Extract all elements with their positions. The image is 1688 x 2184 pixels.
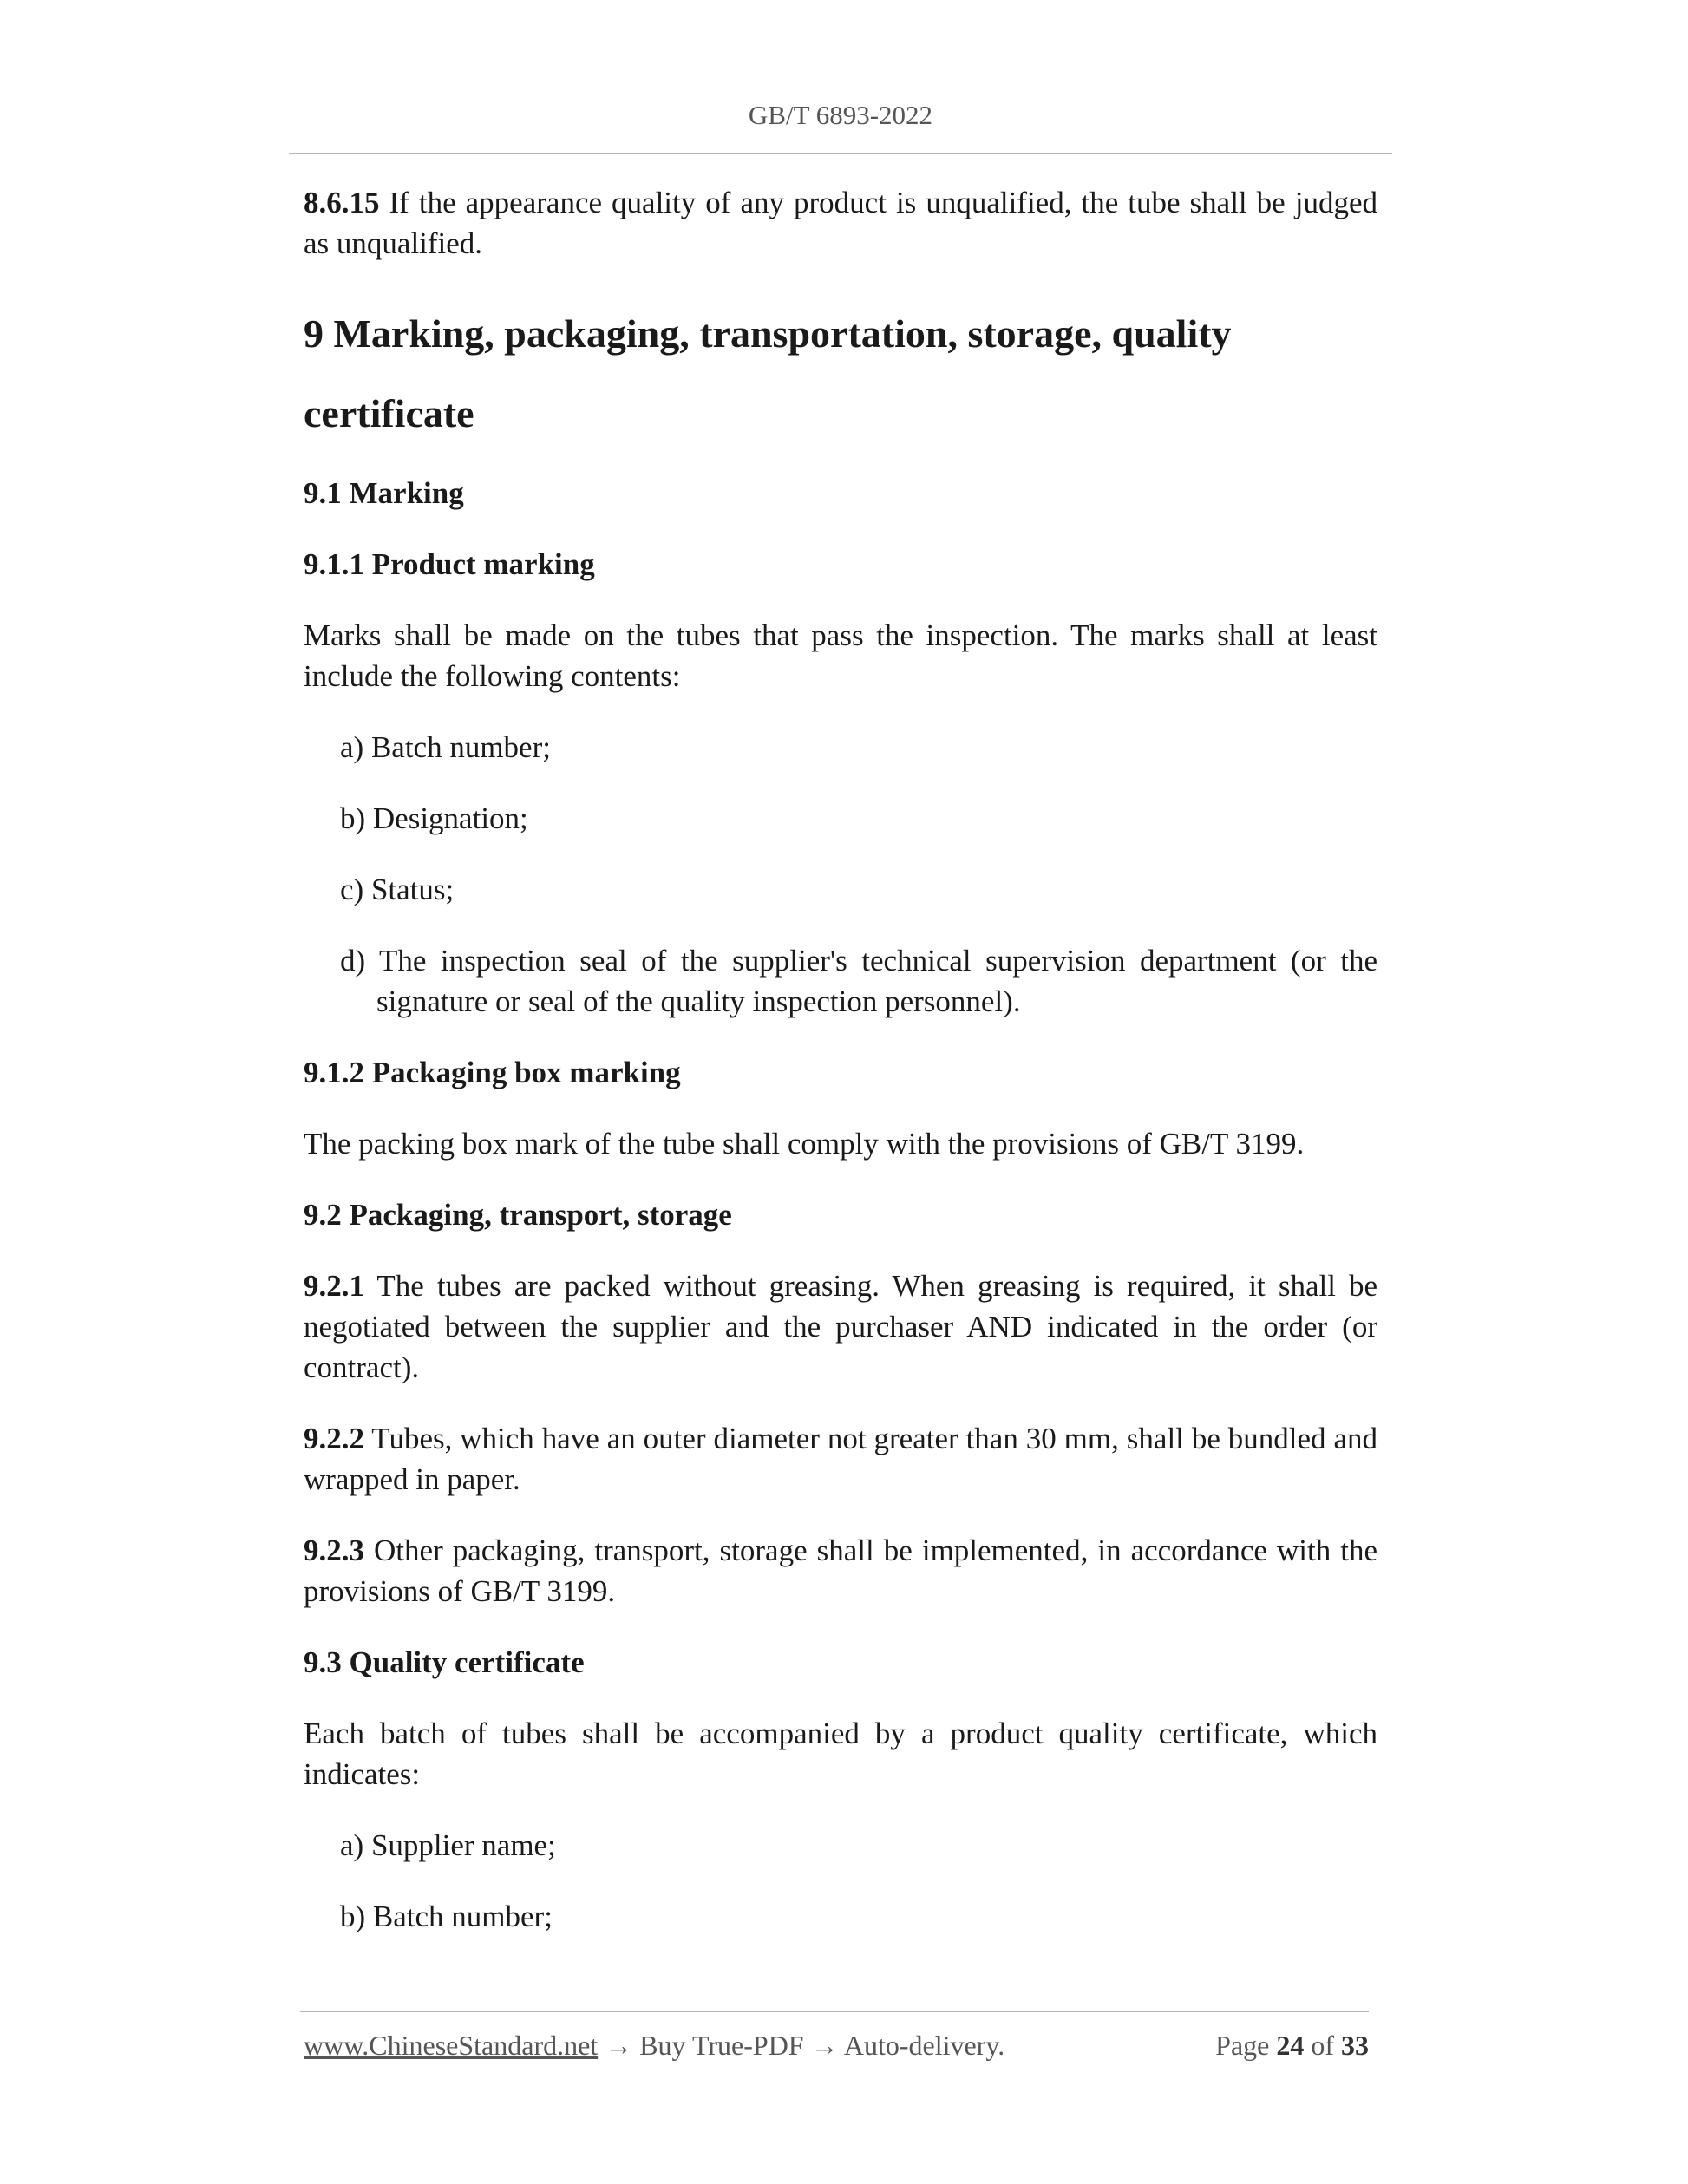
document-header (289, 100, 1392, 131)
arrow-right-icon: → (810, 2030, 839, 2061)
section-9-2-heading: 9.2 Packaging, transport, storage (304, 1198, 732, 1232)
clause-text: Tubes, which have an outer diameter not greater than 30 mm, shall be bundled and wrapped in paper. (304, 1422, 1377, 1496)
section-9-1-1-text: Marks shall be made on the tubes that pass the inspection. The marks shall at least include the following contents: (304, 618, 1377, 693)
page-content (304, 182, 1377, 1967)
footer-divider (300, 2011, 1369, 2012)
section-9-3-text: Each batch of tubes shall be accompanied by a product quality certificate, which indicates: (304, 1716, 1377, 1791)
total-pages: 33 (1341, 2030, 1369, 2061)
clause-text: The tubes are packed without greasing. When greasing is required, it shall be negotiated between the supplier and the purchaser AND indicated in the order (or contract). (304, 1269, 1377, 1384)
list-item: b) Designation; (340, 801, 528, 835)
section-9-heading-line1: 9 Marking, packaging, transportation, storage, quality (304, 311, 1232, 356)
footer-promo (304, 2030, 1004, 2062)
section-9-1-1-heading: 9.1.1 Product marking (304, 547, 595, 581)
paragraph-8-6-15 (304, 182, 1377, 264)
document-id: GB/T 6893-2022 (748, 100, 933, 130)
clause-text: Other packaging, transport, storage shall be implemented, in accordance with the provisions of GB/T 3199. (304, 1533, 1377, 1608)
page-number (1215, 2030, 1369, 2062)
paragraph-9-2-1 (304, 1265, 1377, 1388)
header-divider (289, 153, 1392, 154)
certificate-contents-list (304, 1825, 1377, 1937)
page-footer (304, 2030, 1369, 2070)
section-9-1-2-heading: 9.1.2 Packaging box marking (304, 1056, 681, 1089)
arrow-right-icon: → (605, 2030, 633, 2061)
list-item: a) Supplier name; (340, 1828, 556, 1862)
current-page: 24 (1276, 2030, 1305, 2061)
clause-number: 9.2.3 (304, 1533, 364, 1567)
page-word: Page (1215, 2030, 1270, 2061)
list-item: c) Status; (340, 873, 455, 906)
section-9-1-2-text: The packing box mark of the tube shall comply with the provisions of GB/T 3199. (304, 1127, 1305, 1161)
section-9-3-heading: 9.3 Quality certificate (304, 1645, 585, 1679)
list-item: d) The inspection seal of the supplier's technical supervision department (or the signature or seal of the quality inspection personnel). (340, 944, 1377, 1018)
section-9-heading (304, 294, 1377, 454)
marking-contents-list (304, 727, 1377, 1022)
of-word: of (1311, 2030, 1334, 2061)
clause-text: If the appearance quality of any product is unqualified, the tube shall be judged as unqualified. (304, 186, 1378, 260)
delivery-text: Auto-delivery. (843, 2030, 1005, 2061)
website-link[interactable]: www.ChineseStandard.net (304, 2030, 599, 2061)
clause-number: 8.6.15 (304, 186, 380, 219)
clause-number: 9.2.1 (304, 1269, 364, 1303)
list-item: a) Batch number; (340, 730, 551, 764)
paragraph-9-2-3 (304, 1530, 1377, 1612)
buy-text: Buy True-PDF (639, 2030, 804, 2061)
list-item: b) Batch number; (340, 1900, 553, 1933)
paragraph-9-2-2 (304, 1418, 1377, 1500)
section-9-1-heading: 9.1 Marking (304, 476, 464, 510)
section-9-heading-line2: certificate (304, 391, 474, 435)
clause-number: 9.2.2 (304, 1422, 364, 1455)
